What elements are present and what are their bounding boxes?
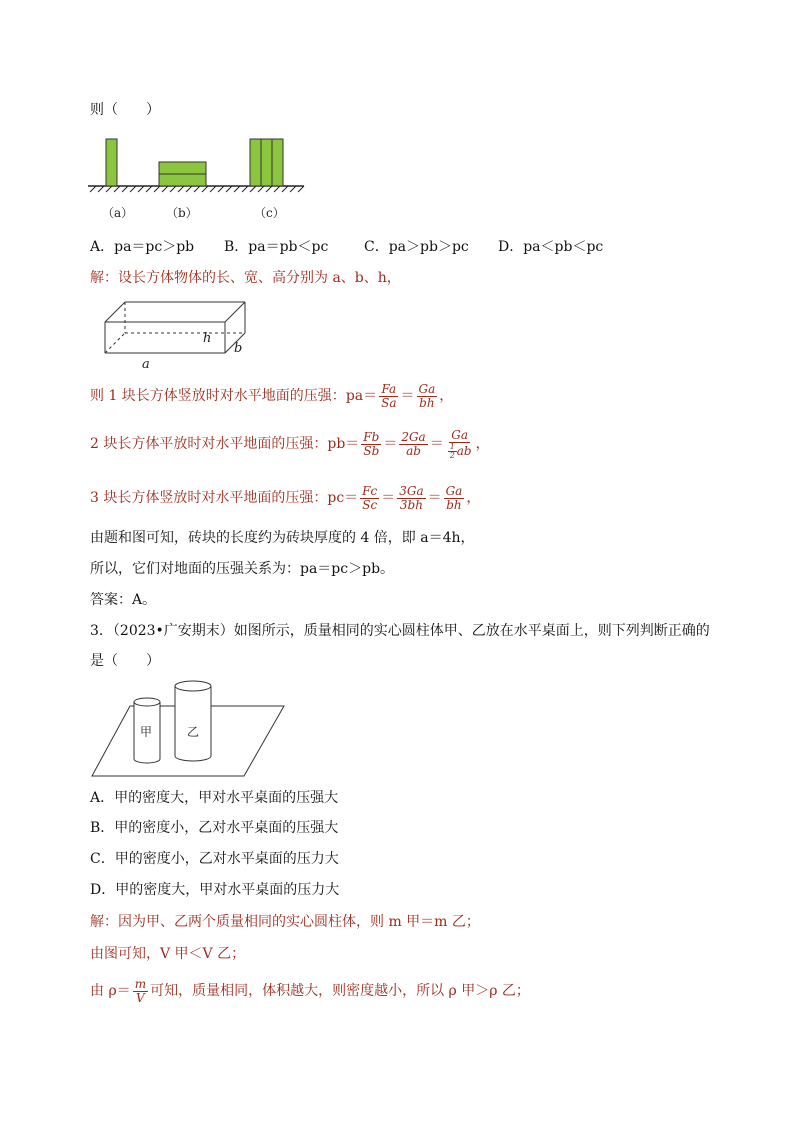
q2-options: [90, 237, 710, 257]
q2-option-c: C．pa＞pb＞pc: [364, 239, 469, 255]
brick-figure: [88, 134, 308, 229]
fig-label-a: （a）: [102, 206, 134, 220]
brick-a: [106, 139, 117, 186]
q2-option-d: D．pa＜pb＜pc: [498, 239, 604, 255]
brick-c-2: [261, 139, 272, 186]
q2-option-b: B．pa＝pb＜pc: [224, 239, 329, 255]
answer-text: 答案：A。: [90, 592, 157, 608]
label-b: b: [234, 341, 243, 356]
fig-label-b: （b）: [166, 206, 198, 220]
fig-label-c: （c）: [254, 206, 285, 220]
cuboid-figure: [100, 296, 260, 374]
q3-solution-3: 由 ρ＝ $\frac{m}{V}$ 可知，质量相同，体积越大，则密度越小，所以 ρ 甲＞ρ 乙；: [90, 976, 530, 1005]
q3-option-a: A．甲的密度大，甲对水平桌面的压强大: [90, 790, 339, 806]
label-a: a: [142, 357, 150, 372]
formula-line-b: 2 块长方体平放时对水平地面的压强：pb＝ $\frac{Fb}{Sb}$ ＝ $\frac{2Ga}{ab}$ ＝ Ga $\frac{1}{2}$ ab ，: [90, 427, 490, 460]
intro-text: 则（ ）: [90, 102, 160, 118]
formula-line-a: 则 1 块长方体竖放时对水平地面的压强：pa＝ $\frac{Fa}{Sa}$ ＝ $\frac{Ga}{bh}$ ，: [90, 381, 454, 410]
q2-option-a: A．pa＝pc＞pb: [90, 239, 195, 255]
label-h: h: [203, 331, 212, 346]
label-jia: 甲: [140, 725, 153, 739]
brick-b-top: [159, 162, 206, 174]
solution-intro: 解：设长方体物体的长、宽、高分别为 a、b、h，: [90, 270, 401, 286]
deduce-text: 由题和图可知，砖块的长度约为砖块厚度的 4 倍，即 a＝4h，: [90, 530, 475, 546]
q3-option-c: C．甲的密度小，乙对水平桌面的压力大: [90, 851, 339, 867]
q3-stem-2: 是（ ）: [90, 653, 160, 669]
brick-c-3: [272, 139, 283, 186]
q3-option-d: D．甲的密度大，甲对水平桌面的压力大: [90, 882, 340, 898]
q3-option-b: B．甲的密度小，乙对水平桌面的压强大: [90, 820, 339, 836]
brick-b-bottom: [159, 174, 206, 186]
cylinders-figure: [88, 676, 288, 780]
so-text: 所以，它们对地面的压强关系为：pa＝pc＞pb。: [90, 561, 395, 577]
q3-solution-2: 由图可知，V 甲＜V 乙；: [90, 946, 246, 962]
label-yi: 乙: [187, 725, 200, 739]
brick-c-1: [250, 139, 261, 186]
q3-solution-1: 解：因为甲、乙两个质量相同的实心圆柱体，则 m 甲＝m 乙；: [90, 914, 480, 930]
formula-line-c: 3 块长方体竖放时对水平地面的压强：pc＝ $\frac{Fc}{Sc}$ ＝ $\frac{3Ga}{3bh}$ ＝ $\frac{Ga}{bh}$ ，: [90, 483, 481, 512]
q3-stem-1: 3．（2023•广安期末）如图所示，质量相同的实心圆柱体甲、乙放在水平桌面上，则下列判断正确的: [90, 623, 710, 639]
